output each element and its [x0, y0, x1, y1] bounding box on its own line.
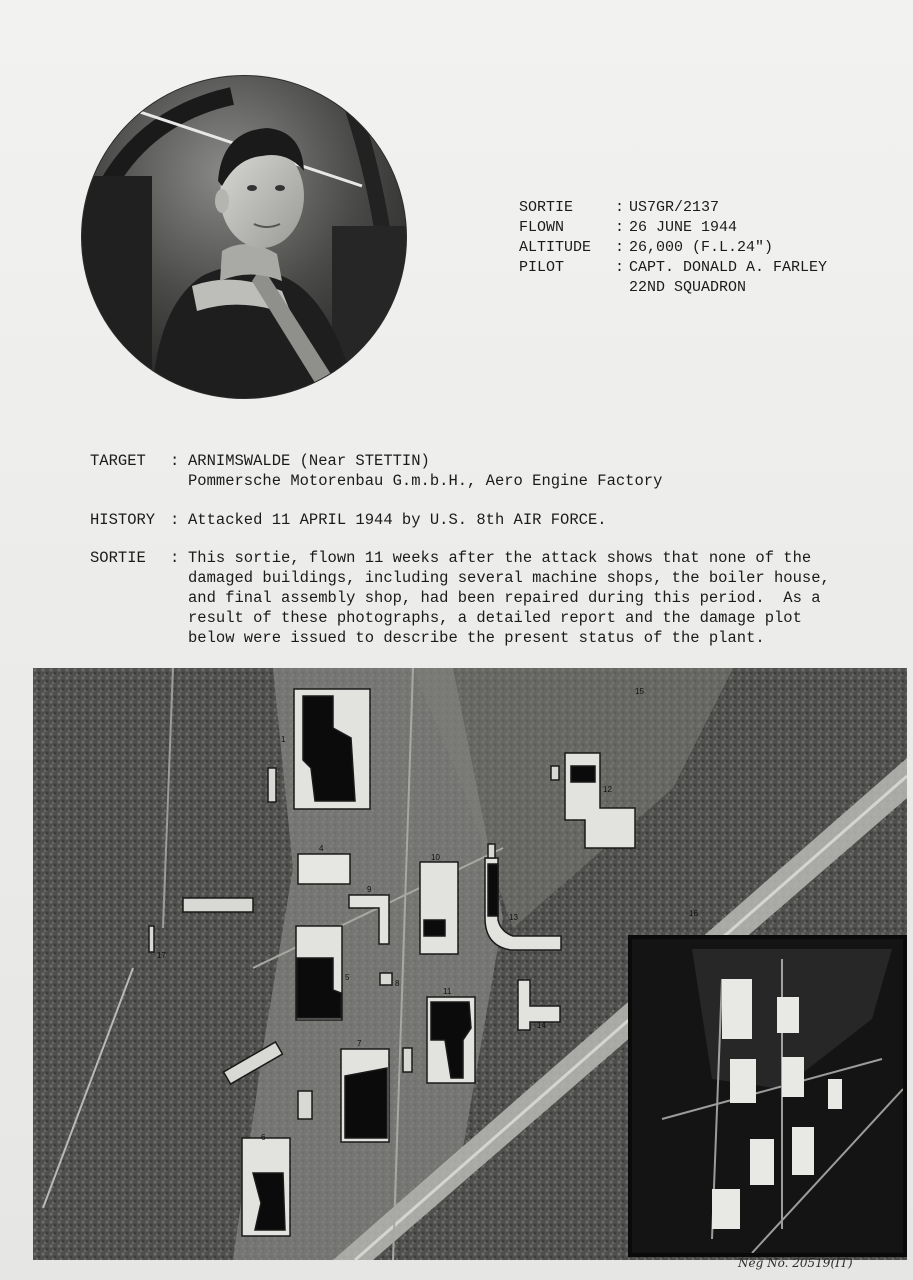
pilot-portrait-illustration [82, 76, 406, 398]
history-label: HISTORY [90, 511, 156, 529]
sortie-line-3: and final assembly shop, had been repaired during this period. As a [188, 589, 821, 607]
building-number-7: 7 [357, 1039, 362, 1048]
altitude-label: ALTITUDE [519, 239, 592, 256]
building-number-5: 5 [345, 973, 350, 982]
building-number-1: 1 [281, 735, 286, 744]
neg-prefix: Neg No. [738, 1256, 789, 1270]
document-page: SORTIE : US7GR/2137 FLOWN : 26 JUNE 1944 ALTITUDE : 26,000 (F.L.24") PILOT : CAPT. DONALD A. FARLEY 22ND SQUADRON TARGET : ARNIMSWALDE (Near STETTIN) Pommersche Motorenbau G.m.b.H., Aero Engine Factory HISTORY : Attacked 11 APRIL 1944 by U.S. 8th AIR FORCE. SORTIE : This sortie, flown 11 weeks after the attack shows that none of the damaged buildings, including several machine shops, the boiler house, and final assembly shop, had been repaired during this period. As a result of these photographs, a detailed report and the damage plot below were issued to describe the present status of the plant. 1 4 5 6 7 8 9 10 11 12 13 14 15 16 17 Neg No. 20519(IT) [0, 0, 913, 1280]
flown-value: 26 JUNE 1944 [629, 219, 738, 236]
sortie-line-2: damaged buildings, including several machine shops, the boiler house, [188, 569, 830, 587]
negative-number [738, 1256, 853, 1270]
sortie-info-block [519, 198, 827, 298]
building-number-12: 12 [603, 785, 612, 794]
building-number-13: 13 [509, 913, 518, 922]
building-number-10: 10 [431, 853, 440, 862]
building-number-4: 4 [319, 844, 324, 853]
building-number-14: 14 [537, 1021, 546, 1030]
building-number-8: 8 [395, 979, 400, 988]
neg-number-value: 20519 [792, 1256, 831, 1270]
sortie-label: SORTIE [519, 199, 574, 216]
sortie-paragraph-label: SORTIE [90, 549, 146, 567]
sortie-line-1: This sortie, flown 11 weeks after the attack shows that none of the [188, 549, 812, 567]
flown-label: FLOWN [519, 219, 565, 236]
altitude-row: ALTITUDE : 26,000 (F.L.24") [519, 239, 774, 256]
building-number-11: 11 [443, 987, 452, 996]
history-text [188, 510, 607, 530]
target-text [188, 451, 662, 491]
sortie-value: US7GR/2137 [629, 199, 720, 216]
target-line-1: ARNIMSWALDE (Near STETTIN) [188, 452, 430, 470]
sortie-line-5: below were issued to describe the present status of the plant. [188, 629, 765, 647]
inset-illustration [632, 939, 903, 1253]
sortie-row: SORTIE : US7GR/2137 [519, 199, 720, 216]
inset-aerial-photo [628, 935, 907, 1257]
sortie-line-4: result of these photographs, a detailed report and the damage plot [188, 609, 802, 627]
pilot-portrait-photo [82, 76, 406, 398]
building-number-16: 16 [689, 909, 698, 918]
sortie-paragraph [188, 548, 830, 648]
building-number-9: 9 [367, 885, 372, 894]
neg-suffix: (IT) [830, 1256, 853, 1270]
building-number-6: 6 [261, 1133, 266, 1142]
pilot-row: PILOT : CAPT. DONALD A. FARLEY [519, 259, 828, 276]
target-label: TARGET [90, 452, 146, 470]
target-line-2: Pommersche Motorenbau G.m.b.H., Aero Engine Factory [188, 472, 663, 490]
squadron-row [519, 278, 827, 298]
pilot-label: PILOT [519, 259, 565, 276]
flown-row: FLOWN : 26 JUNE 1944 [519, 219, 738, 236]
building-number-17: 17 [157, 951, 166, 960]
altitude-value: 26,000 (F.L.24") [629, 239, 774, 256]
pilot-value: CAPT. DONALD A. FARLEY [629, 259, 828, 276]
building-number-15: 15 [635, 687, 644, 696]
squadron-value: 22ND SQUADRON [629, 279, 747, 296]
history-line: Attacked 11 APRIL 1944 by U.S. 8th AIR FORCE. [188, 511, 607, 529]
